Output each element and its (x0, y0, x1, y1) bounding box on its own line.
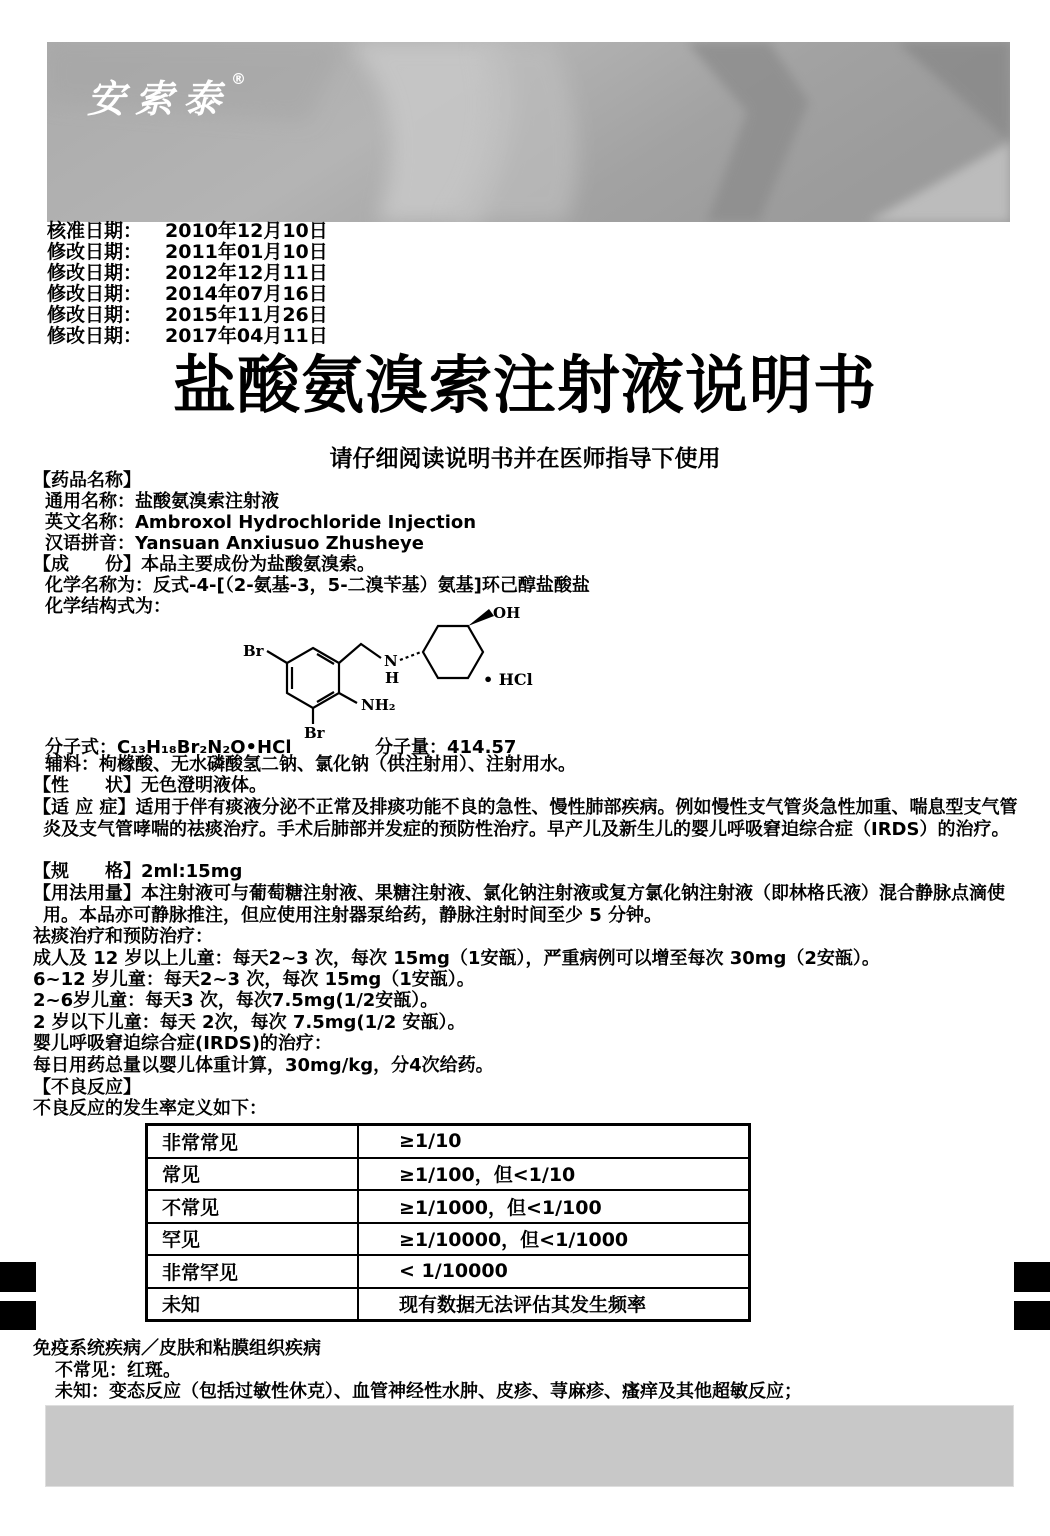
term-cell: 不常见 (147, 1190, 359, 1223)
chemical-name-line: 化学名称为：反式-4-[（2-氨基-3，5-二溴苄基）氨基]环己醇盐酸盐 (45, 575, 590, 596)
table-row (147, 1255, 750, 1288)
date-row (47, 305, 328, 326)
atom-label-oh: OH (493, 604, 521, 622)
brand-banner (47, 42, 1010, 222)
table-row (147, 1190, 750, 1223)
date-label: 修改日期： (47, 304, 143, 326)
atom-label-br-bottom: Br (304, 724, 325, 740)
date-label: 修改日期： (47, 241, 143, 263)
definition-cell: ≥1/100，但<1/10 (358, 1158, 750, 1191)
adverse-intro-line: 不良反应的发生率定义如下： (33, 1098, 267, 1119)
term-cell: 常见 (147, 1158, 359, 1191)
brand-logo-text: 安索泰 (87, 77, 232, 121)
date-row (47, 221, 328, 242)
date-value: 2010年12月10日 (165, 220, 328, 242)
term-cell: 未知 (147, 1288, 359, 1321)
date-row (47, 242, 328, 263)
atom-label-br-top: Br (243, 642, 264, 660)
date-value: 2015年11月26日 (165, 304, 328, 326)
english-name-line: 英文名称：Ambroxol Hydrochloride Injection (45, 512, 477, 533)
frequency-table (145, 1123, 751, 1322)
adverse-uncommon-line: 不常见：红斑。 (55, 1360, 181, 1381)
atom-label-n: N (384, 652, 398, 670)
definition-cell: < 1/10000 (358, 1255, 750, 1288)
generic-name-line: 通用名称：盐酸氨溴索注射液 (45, 491, 279, 512)
registered-trademark-icon: ® (231, 70, 247, 88)
brand-logo (87, 68, 246, 123)
date-label: 修改日期： (47, 325, 143, 347)
molecular-formula-value: C₁₃H₁₈Br₂N₂O•HCl (117, 737, 292, 758)
adverse-unknown-line: 未知：变态反应（包括过敏性休克）、血管神经性水肿、皮疹、荨麻疹、瘙痒及其他超敏反应； (55, 1381, 802, 1402)
section-specification: 【规 格】2ml:15mg (33, 861, 243, 882)
dosage-irds-line: 每日用药总量以婴儿体重计算，30mg/kg，分4次给药。 (33, 1055, 494, 1076)
pinyin-line: 汉语拼音：Yansuan Anxiusuo Zhusheye (45, 533, 424, 554)
molecular-weight-label: 分子量： (375, 737, 447, 758)
table-row (147, 1158, 750, 1191)
dosage-subtitle-irds: 婴儿呼吸窘迫综合症(IRDS)的治疗： (33, 1033, 332, 1054)
section-character: 【性 状】无色澄明液体。 (33, 775, 267, 796)
section-composition: 【成 份】本品主要成份为盐酸氨溴索。 (33, 554, 375, 575)
chemical-structure-graphic (235, 600, 565, 740)
term-cell: 罕见 (147, 1223, 359, 1256)
date-row (47, 284, 328, 305)
adverse-group-line: 免疫系统疾病／皮肤和粘膜组织疾病 (33, 1338, 321, 1359)
dosage-under2-line: 2 岁以下儿童：每天 2次，每次 7.5mg(1/2 安瓿）。 (33, 1012, 466, 1033)
dosage-adults-line: 成人及 12 岁以上儿童：每天2~3 次，每次 15mg（1安瓿），严重病例可以增至每次 30mg（2安瓿）。 (33, 948, 880, 969)
section-dosage-intro: 【用法用量】本注射液可与葡萄糖注射液、果糖注射液、氯化钠注射液或复方氯化钠注射液（即林格氏液）混合静脉点滴使用。本品亦可静脉推注，但应使用注射器泵给药，静脉注射时间至少 5 分钟。 (33, 883, 1005, 926)
date-label: 修改日期： (47, 283, 143, 305)
date-label: 核准日期： (47, 220, 143, 242)
registration-mark-right-2 (1014, 1301, 1050, 1330)
table-row (147, 1125, 750, 1158)
definition-cell: ≥1/10000，但<1/1000 (358, 1223, 750, 1256)
page-title: 盐酸氨溴索注射液说明书 (173, 349, 877, 422)
definition-cell: 现有数据无法评估其发生频率 (358, 1288, 750, 1321)
section-indications: 【适 应 症】适用于伴有痰液分泌不正常及排痰功能不良的急性、慢性肺部疾病。例如慢性支气管炎急性加重、喘息型支气管炎及支气管哮喘的祛痰治疗。手术后肺部并发症的预防性治疗。早产儿及新生儿的婴儿呼吸窘迫综合症（IRDS）的治疗。 (33, 797, 1018, 840)
bottom-banner (45, 1405, 1014, 1487)
atom-label-h: H (385, 669, 400, 687)
date-value: 2014年07月16日 (165, 283, 328, 305)
date-row (47, 263, 328, 284)
dosage-subtitle-expectorant: 祛痰治疗和预防治疗： (33, 926, 213, 947)
molecular-weight-value: 414.57 (447, 737, 517, 758)
usage-notice: 请仔细阅读说明书并在医师指导下使用 (329, 446, 721, 472)
dosage-6to12-line: 6~12 岁儿童：每天2~3 次，每次 15mg（1安瓿）。 (33, 969, 475, 990)
term-cell: 非常常见 (147, 1125, 359, 1158)
atom-label-nh2: NH₂ (361, 696, 396, 714)
date-label: 修改日期： (47, 262, 143, 284)
definition-cell: ≥1/10 (358, 1125, 750, 1158)
section-adverse-header: 【不良反应】 (33, 1077, 141, 1098)
registration-mark-right-1 (1014, 1262, 1050, 1292)
table-row (147, 1288, 750, 1321)
dosage-2to6-line: 2~6岁儿童：每天3 次，每次7.5mg(1/2安瓿）。 (33, 990, 439, 1011)
table-row (147, 1223, 750, 1256)
excipients-line: 辅料：枸橼酸、无水磷酸氢二钠、氯化钠（供注射用）、注射用水。 (45, 754, 576, 775)
section-drug-name-header: 【药品名称】 (33, 470, 141, 491)
registration-mark-left-1 (0, 1262, 36, 1292)
approval-dates (47, 221, 328, 347)
molecular-formula-label: 分子式： (45, 737, 117, 758)
structure-label-line: 化学结构式为： (45, 596, 171, 617)
registration-mark-left-2 (0, 1301, 36, 1330)
hcl-label: • HCl (483, 670, 533, 689)
date-value: 2011年01月10日 (165, 241, 328, 263)
date-value: 2012年12月11日 (165, 262, 328, 284)
date-row (47, 326, 328, 347)
date-value: 2017年04月11日 (165, 325, 328, 347)
chemical-structure-figure (235, 600, 565, 740)
definition-cell: ≥1/1000，但<1/100 (358, 1190, 750, 1223)
term-cell: 非常罕见 (147, 1255, 359, 1288)
